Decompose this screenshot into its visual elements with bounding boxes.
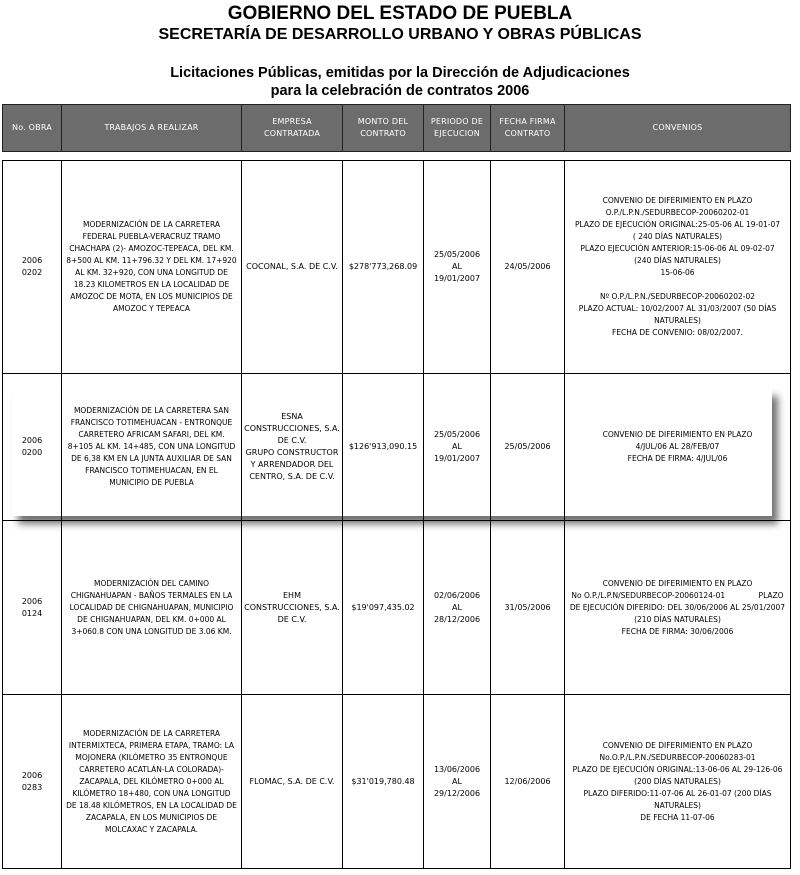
cell-no-obra: 2006 0202 [3, 161, 62, 374]
cell-periodo: 13/06/2006 AL 29/12/2006 [424, 695, 491, 869]
cell-empresa: FLOMAC, S.A. DE C.V. [242, 695, 343, 869]
cell-periodo: 02/06/2006 AL 28/12/2006 [424, 521, 491, 695]
cell-trabajos: MODERNIZACIÓN DE LA CARRETERA INTERMIXTECA, PRIMERA ETAPA, TRAMO: LA MOJONERA (KILÓMETRO 35 ENTRONQUE CARRETERO ACATLÁN-LA COLORADA)-ZACAPALA, DEL KILÓMETRO 0+000 AL KILÓMETRO 18+480, CON UNA LONGITUD DE 18.48 KILÓMETROS, EN LA LOCALIDAD DE ZACAPALA, EN LOS MUNICIPIOS DE MOLCAXAC Y ZACAPALA. [62, 695, 242, 869]
spacer-row [3, 152, 791, 161]
cell-trabajos: MODERNIZACIÓN DE LA CARRETERA FEDERAL PUEBLA-VERACRUZ TRAMO CHACHAPA (2)- AMOZOC-TEPEACA, DEL KM. 8+500 AL KM. 11+796.32 Y DEL KM. 17+920 AL KM. 32+920, CON UNA LONGITUD DE 18.23 KILOMETROS EN LA LOCALIDAD DE AMOZOC DE MOTA, EN LOS MUNICIPIOS DE AMOZOC Y TEPEACA [62, 161, 242, 374]
cell-convenios: CONVENIO DE DIFERIMIENTO EN PLAZO 4/JUL/06 AL 28/FEB/07 FECHA DE FIRMA: 4/JUL/06 [565, 374, 791, 521]
table-row [3, 161, 791, 374]
col-header-empresa: EMPRESA CONTRATADA [242, 105, 343, 152]
cell-empresa: ESNA CONSTRUCCIONES, S.A. DE C.V. GRUPO CONSTRUCTOR Y ARRENDADOR DEL CENTRO, S.A. DE C.V. [242, 374, 343, 521]
cell-no-obra: 2006 0200 [3, 374, 62, 521]
col-header-monto: MONTO DEL CONTRATO [343, 105, 424, 152]
table-row [3, 521, 791, 695]
document-heading-2: para la celebración de contratos 2006 [270, 83, 530, 99]
cell-monto: $126'913,090.15 [343, 374, 424, 521]
col-header-convenios: CONVENIOS [565, 105, 791, 152]
page-title: GOBIERNO DEL ESTADO DE PUEBLA [227, 3, 573, 24]
cell-fecha-firma: 12/06/2006 [491, 695, 565, 869]
table-row [3, 695, 791, 869]
col-header-periodo: PERIODO DE EJECUCION [424, 105, 491, 152]
cell-periodo: 25/05/2006 AL 19/01/2007 [424, 161, 491, 374]
col-header-fecha-firma: FECHA FIRMA CONTRATO [491, 105, 565, 152]
cell-empresa: EHM CONSTRUCCIONES, S.A. DE C.V. [242, 521, 343, 695]
col-header-trabajos: TRABAJOS A REALIZAR [62, 105, 242, 152]
contracts-table [2, 104, 791, 869]
cell-no-obra: 2006 0283 [3, 695, 62, 869]
cell-periodo: 25/05/2006 AL 19/01/2007 [424, 374, 491, 521]
table-header-row [3, 105, 791, 152]
table-row [3, 374, 791, 521]
cell-fecha-firma: 25/05/2006 [491, 374, 565, 521]
cell-fecha-firma: 24/05/2006 [491, 161, 565, 374]
cell-trabajos: MODERNIZACIÓN DEL CAMINO CHIGNAHUAPAN - BAÑOS TERMALES EN LA LOCALIDAD DE CHIGNAHUAPAN, MUNICIPIO DE CHIGNAHUAPAN, DEL KM. 0+000 AL 3+060.8 CON UNA LONGITUD DE 3.06 KM. [62, 521, 242, 695]
cell-monto: $19'097,435.02 [343, 521, 424, 695]
cell-trabajos: MODERNIZACIÓN DE LA CARRETERA SAN FRANCISCO TOTIMEHUACAN - ENTRONQUE CARRETERO AFRICAM SAFARI, DEL KM. 8+105 AL KM. 14+485, CON UNA LONGITUD DE 6,38 KM EN LA JUNTA AUXILIAR DE SAN FRANCISCO TOTIMEHUACAN, EN EL MUNICIPIO DE PUEBLA [62, 374, 242, 521]
page-subtitle: SECRETARÍA DE DESARROLLO URBANO Y OBRAS PÚBLICAS [158, 26, 642, 43]
cell-monto: $278'773,268.09 [343, 161, 424, 374]
cell-empresa: COCONAL, S.A. DE C.V. [242, 161, 343, 374]
cell-convenios: CONVENIO DE DIFERIMIENTO EN PLAZO No O.P./L.P.N/SEDURBECOP-20060124-01 PLAZO DE EJECUCIÓN DIFERIDO: DEL 30/06/2006 AL 25/01/2007 (210 DÍAS NATURALES) FECHA DE FIRMA: 30/06/2006 [565, 521, 791, 695]
col-header-no-obra: No. OBRA [3, 105, 62, 152]
cell-monto: $31'019,780.48 [343, 695, 424, 869]
cell-convenios: CONVENIO DE DIFERIMIENTO EN PLAZO O.P./L.P.N./SEDURBECOP-20060202-01 PLAZO DE EJECUCIÓN ORIGINAL:25-05-06 AL 19-01-07 ( 240 DÍAS NATURALES) PLAZO EJECUCIÓN ANTERIOR:15-06-06 AL 09-02-07 (240 DÍAS NATURALES) 15-06-06 Nº O.P./L.P.N./SEDURBECOP-20060202-02 PLAZO ACTUAL: 10/02/2007 AL 31/03/2007 (50 DÍAS NATURALES) FECHA DE CONVENIO: 08/02/2007. [565, 161, 791, 374]
document-heading: Licitaciones Públicas, emitidas por la Dirección de Adjudicaciones [170, 65, 630, 81]
cell-convenios: CONVENIO DE DIFERIMIENTO EN PLAZO No.O.P./L.P.N./SEDURBECOP-20060283-01 PLAZO DE EJECUCIÓN ORIGINAL:13-06-06 AL 29-126-06 (200 DÍAS NATURALES) PLAZO DIFERIDO:11-07-06 AL 26-01-07 (200 DÍAS NATURALES) DE FECHA 11-07-06 [565, 695, 791, 869]
cell-no-obra: 2006 0124 [3, 521, 62, 695]
cell-fecha-firma: 31/05/2006 [491, 521, 565, 695]
